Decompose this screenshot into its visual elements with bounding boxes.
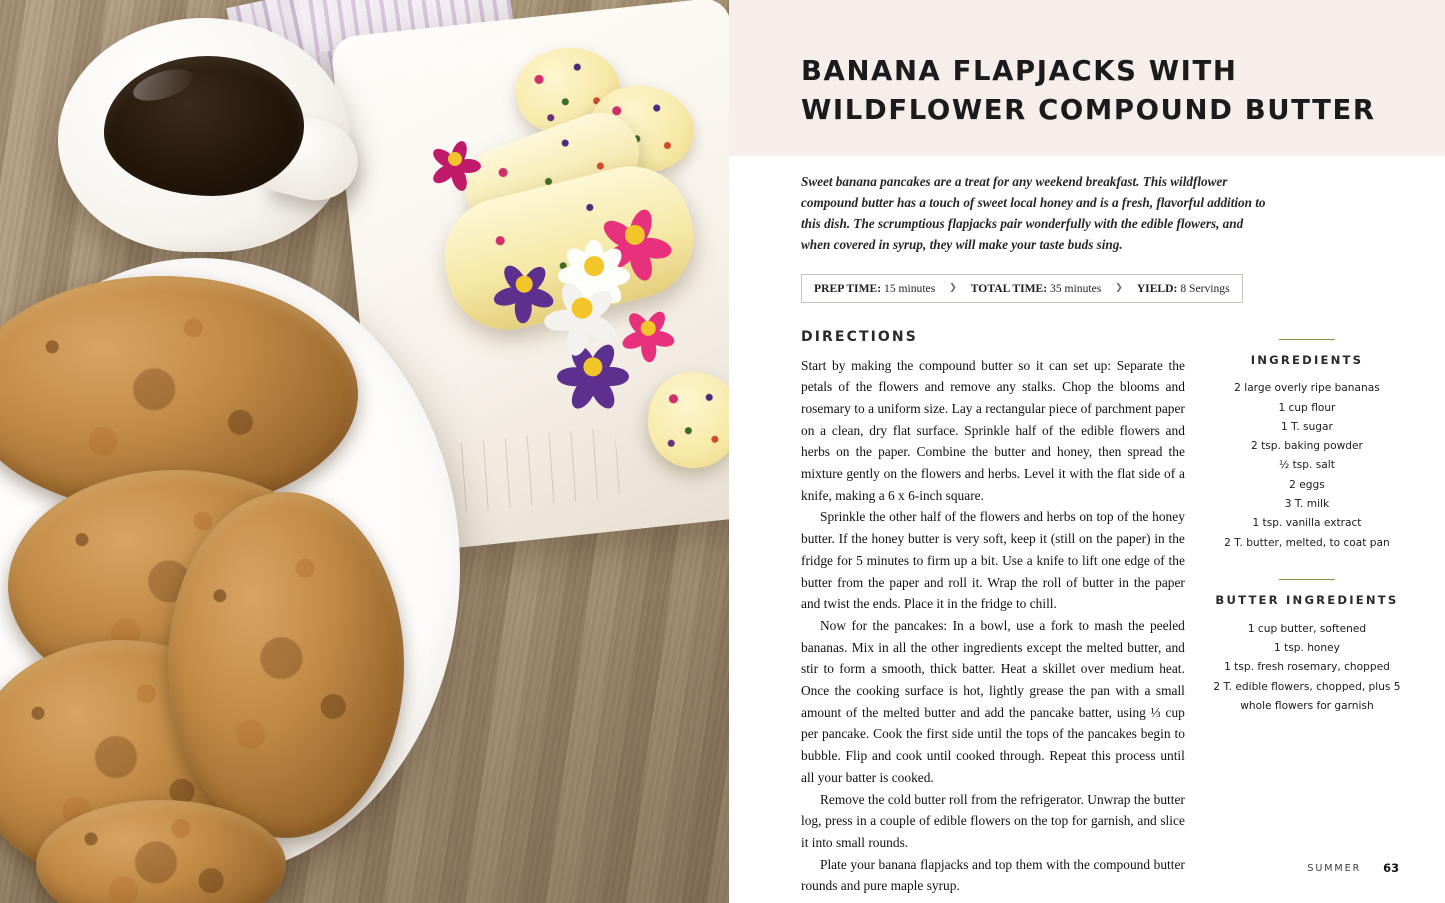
meta-prep-value: 15 minutes xyxy=(884,281,936,295)
ingredients-block xyxy=(1213,339,1401,553)
list-item: 2 T. butter, melted, to coat pan xyxy=(1224,536,1390,549)
meta-yield xyxy=(1125,275,1242,302)
viola-flower xyxy=(542,268,622,348)
list-item: 1 tsp. vanilla extract xyxy=(1252,517,1362,530)
flower-center xyxy=(641,321,656,336)
list-item: 1 tsp. fresh rosemary, chopped xyxy=(1224,661,1390,674)
flower-center xyxy=(448,152,462,166)
page-footer xyxy=(1307,861,1399,875)
direction-step: Now for the pancakes: In a bowl, use a fork to mash the peeled bananas. Mix in all the other ingredients except the melted butter, and stir to form a smooth, thick batter. Heat a skillet over medium heat. Once the cooking surface is hot, lightly grease the pan with a small amount of the melted butter and add the pancake batter, using ⅓ cup per pancake. Cook the first side until the tops of the pancakes begin to bubble. Flip and cook until cooked through. Repeat this process until all your batter is cooked. xyxy=(801,617,1185,785)
ingredients-column xyxy=(1213,329,1401,898)
directions-column xyxy=(801,329,1185,898)
butter-ingredients-block xyxy=(1213,579,1401,716)
list-item: 2 eggs xyxy=(1289,478,1325,491)
magenta-flower xyxy=(428,132,482,186)
butter-round xyxy=(640,365,729,476)
direction-step: Sprinkle the other half of the flowers and herbs on top of the honey butter. If the honey butter is very soft, keep it (still on the paper) in the fridge for 5 minutes to firm up a bit. Use a knife to lift one edge of the butter from the paper and roll it. Wrap the roll of butter in the paper and twist the ends. Place it in the fridge to chill. xyxy=(801,509,1185,612)
divider xyxy=(1279,579,1335,581)
butter-ingredients-list xyxy=(1213,620,1401,716)
recipe-meta-bar xyxy=(801,274,1243,303)
list-item: 1 cup flour xyxy=(1278,401,1336,414)
directions-heading: DIRECTIONS xyxy=(801,328,918,345)
meta-yield-label: YIELD: xyxy=(1136,281,1178,295)
meta-total-value: 35 minutes xyxy=(1050,281,1102,295)
section-label: SUMMER xyxy=(1307,862,1362,874)
meta-prep-label: PREP TIME: xyxy=(814,281,882,295)
ingredients-heading: INGREDIENTS xyxy=(1250,353,1364,368)
list-item: ½ tsp. salt xyxy=(1279,459,1335,472)
page-title: BANANA FLAPJACKS WITH WILDFLOWER COMPOUND BUTTER xyxy=(801,55,1376,127)
recipe-body xyxy=(729,329,1445,898)
list-item: 3 T. milk xyxy=(1284,498,1330,511)
direction-step: Remove the cold butter roll from the refrigerator. Unwrap the butter log, press in a couple of edible flowers on the top for garnish, and slice it into small rounds. xyxy=(801,791,1185,850)
direction-step: Start by making the compound butter so it can set up: Separate the petals of the flowers and remove any stalks. Chop the blooms and rosemary to a uniform size. Lay a rectangular piece of parchment paper on a clean, dry flat surface. Sprinkle half of the edible flowers and herbs on the paper. Combine the butter and honey, then spread the mixture gently on the flowers and herbs. Level it with the flat side of a knife, making a 6 x 6-inch square. xyxy=(801,357,1185,503)
chevron-right-icon: ❯ xyxy=(949,283,957,294)
page-number: 63 xyxy=(1383,861,1399,875)
pink-flower xyxy=(620,300,676,356)
chevron-right-icon: ❯ xyxy=(1115,283,1123,294)
recipe-text-page xyxy=(729,0,1445,903)
ingredients-list xyxy=(1213,379,1401,552)
list-item: 2 large overly ripe bananas xyxy=(1234,382,1380,395)
meta-yield-value: 8 Servings xyxy=(1180,281,1230,295)
list-item: 2 T. edible flowers, chopped, plus 5 whole flowers for garnish xyxy=(1213,680,1401,712)
pancake xyxy=(168,492,404,838)
meta-total-time xyxy=(959,275,1113,302)
butter-ingredients-heading: BUTTER INGREDIENTS xyxy=(1215,593,1399,608)
meta-total-label: TOTAL TIME: xyxy=(970,281,1048,295)
list-item: 1 cup butter, softened xyxy=(1247,622,1367,635)
meta-prep-time xyxy=(802,275,947,302)
flower-center xyxy=(516,276,533,293)
list-item: 1 T. sugar xyxy=(1281,420,1333,433)
flower-center xyxy=(572,298,593,319)
divider xyxy=(1279,339,1335,341)
title-band xyxy=(729,0,1445,156)
list-item: 2 tsp. baking powder xyxy=(1251,440,1363,453)
direction-step: Plate your banana flapjacks and top them with the compound butter rounds and pure maple syrup. xyxy=(801,856,1185,894)
list-item: 1 tsp. honey xyxy=(1273,641,1340,654)
recipe-intro: Sweet banana pancakes are a treat for any weekend breakfast. This wildflower compound butter has a touch of sweet local honey and is a fresh, flavorful addition to this dish. The scrumptious flapjacks pair wonderfully with the edible flowers, and when covered in syrup, they will make your taste buds sing. xyxy=(801,174,1266,252)
